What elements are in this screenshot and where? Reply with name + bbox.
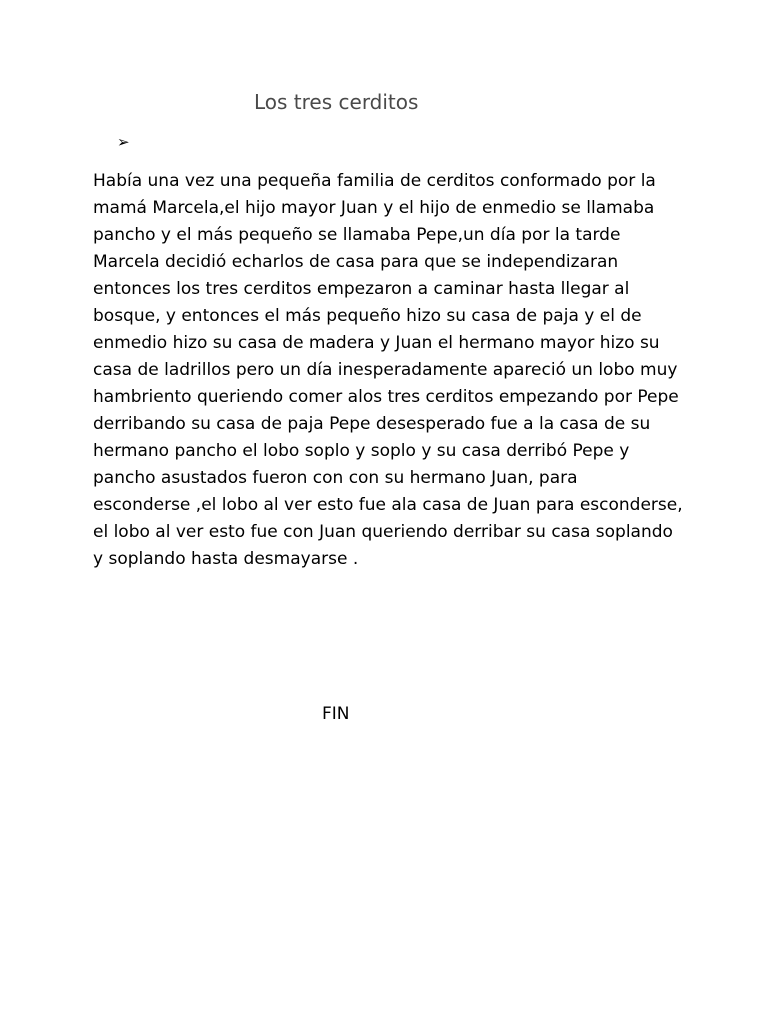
story-paragraph	[93, 168, 693, 573]
story-line: y soplando hasta desmayarse .	[93, 549, 359, 569]
story-line: casa de ladrillos pero un día inesperadamente apareció un lobo muy	[93, 360, 678, 380]
arrow-bullet-icon: ➢	[117, 133, 130, 151]
story-line: pancho asustados fueron con con su hermano Juan, para	[93, 468, 578, 488]
story-line: enmedio hizo su casa de madera y Juan el hermano mayor hizo su	[93, 333, 660, 353]
story-line: pancho y el más pequeño se llamaba Pepe,un día por la tarde	[93, 225, 621, 245]
story-line: el lobo al ver esto fue con Juan queriendo derribar su casa soplando	[93, 522, 673, 542]
story-line: mamá Marcela,el hijo mayor Juan y el hijo de enmedio se llamaba	[93, 198, 655, 218]
story-line: derribando su casa de paja Pepe desesperado fue a la casa de su	[93, 414, 651, 434]
story-line: Había una vez una pequeña familia de cerditos conformado por la	[93, 171, 656, 191]
ending-text: FIN	[322, 704, 350, 724]
story-line: esconderse ,el lobo al ver esto fue ala casa de Juan para esconderse,	[93, 495, 683, 515]
story-line: bosque, y entonces el más pequeño hizo su casa de paja y el de	[93, 306, 642, 326]
story-line: entonces los tres cerditos empezaron a caminar hasta llegar al	[93, 279, 630, 299]
story-line: hermano pancho el lobo soplo y soplo y su casa derribó Pepe y	[93, 441, 630, 461]
story-line: Marcela decidió echarlos de casa para que se independizaran	[93, 252, 619, 272]
story-line: hambriento queriendo comer alos tres cerditos empezando por Pepe	[93, 387, 679, 407]
document-title: Los tres cerditos	[254, 90, 419, 114]
